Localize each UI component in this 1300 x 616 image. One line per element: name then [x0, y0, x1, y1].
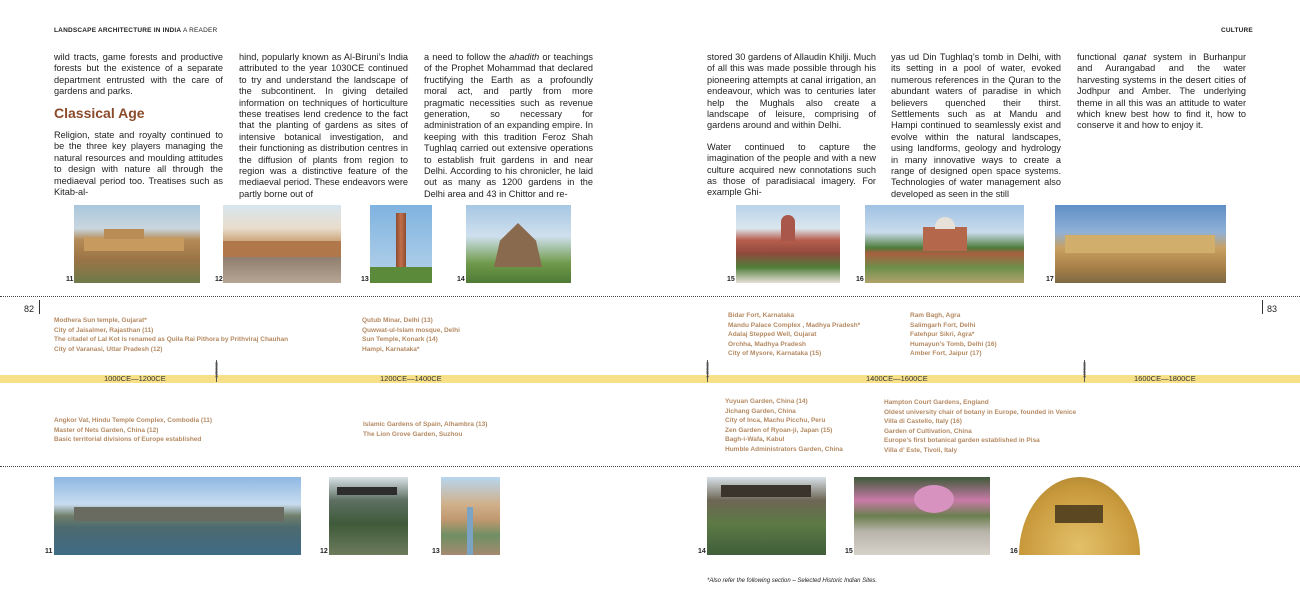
photo-amber-fort [1055, 205, 1226, 283]
period-label: 1000CE—1200CE [104, 374, 166, 383]
photo-mysore-palace [736, 205, 840, 283]
timeline-entry: Orchha, Madhya Pradesh [728, 340, 807, 348]
photo-number: 13 [361, 276, 369, 283]
photo-number: 13 [432, 548, 440, 555]
india-events-1000-1200 [54, 316, 288, 354]
photo-master-of-nets-garden [329, 477, 408, 555]
timeline-entry: Zen Garden of Ryoan-ji, Japan (15) [725, 426, 833, 434]
paragraph [424, 52, 593, 200]
timeline-entry: Villa di Castello, Italy (16) [884, 418, 962, 426]
footnote: *Also refer the following section – Selected Historic Indian Sites. [707, 578, 878, 584]
timeline-entry: Master of Nets Garden, China (12) [54, 426, 159, 434]
world-events-1000-1200 [54, 416, 212, 445]
timeline-entry: Angkor Vat, Hindu Temple Complex, Combodia (11) [54, 417, 213, 424]
paragraph: wild tracts, game forests and productive forests but the existence of a separate department entrusted with the care of gardens and parks. [54, 52, 223, 97]
photo-number: 16 [1010, 548, 1018, 555]
photo-number: 11 [45, 548, 53, 555]
timeline-entry: Humayun’s Tomb, Delhi (16) [910, 340, 997, 348]
photo-number: 11 [66, 276, 74, 283]
dotted-divider-top [0, 296, 1300, 297]
world-events-1600-1800 [884, 398, 1076, 456]
india-events-1400-1600 [728, 311, 860, 359]
timeline-entry: Bagh-i-Wafa, Kabul [725, 436, 785, 444]
photo-humayun-tomb [865, 205, 1024, 283]
text-column-2 [239, 52, 408, 200]
world-events-1400-1600 [725, 397, 843, 455]
photo-number: 16 [856, 276, 864, 283]
tick-label: 1400CE [705, 361, 710, 378]
timeline-entry: The citadel of Lal Kot is renamed as Quila Rai Pithora by Prithviraj Chauhan [54, 336, 289, 344]
timeline-entry: Hampton Court Gardens, England [884, 399, 989, 406]
timeline-entry: Yuyuan Garden, China (14) [725, 398, 808, 405]
timeline-entry: Sun Temple, Konark (14) [362, 336, 438, 344]
text-run: system in Burhanpur and Aurangabad and the water harvesting systems in the desert cities of Jodhpur and Amber. The underlying theme in all this was an attitude to water which knew best how to find it, how to conserve it and how to enjoy it. [1077, 52, 1247, 131]
text-run: functional [1077, 52, 1124, 62]
timeline-entry: Villa d’ Este, Tivoli, Italy [884, 446, 958, 454]
text-column-4 [707, 52, 876, 199]
photo-number: 15 [845, 548, 853, 555]
photo-number: 12 [215, 276, 223, 283]
period-label: 1200CE—1400CE [380, 374, 442, 383]
tick-label: 1600CE [1082, 361, 1087, 378]
photo-angkor-wat [54, 477, 301, 555]
timeline-entry: Garden of Cultivation, China [884, 427, 972, 435]
paragraph: Religion, state and royalty continued to be the three key players managing the natural resources and moulding attitudes to design with nature all through the mediaeval period too. Treatises such as Kitab-al- [54, 130, 223, 198]
timeline-entry: City of Mysore, Karnataka (15) [728, 350, 822, 358]
dotted-divider-bottom [0, 466, 1300, 467]
photo-varanasi [223, 205, 341, 283]
timeline-entry: Fatehpur Sikri, Agra* [910, 331, 975, 339]
world-events-1200-1400 [363, 420, 487, 439]
timeline-entry: Islamic Gardens of Spain, Alhambra (13) [363, 421, 488, 428]
paragraph: yas ud Din Tughlaq’s tomb in Delhi, with its setting in a pool of water, evoked numerous references in the Quran to the abundant waters of paradise in which believers quenched their thirst. Settlements such as at Mandu and Hampi continued to seamlessly exist and evolve within the natural landscapes, using landforms, geology and hydrology in many innovative ways to create a range of designed open space systems. Technologies of water management also developed as seen in the still [891, 52, 1061, 199]
text-run: or teachings of the Prophet Mohammad that declared fructifying the Earth as a profoundly moral act, and partly from more pragmatic necessities such as revenue generation, so necessary for administration of an expanding empire. In keeping with this tradition Feroz Shah Tughlaq carried out extensive operations to establish fruit gardens in and near Delhi. According to his chronicler, he laid out as many as 1200 gardens in the Delhi area and 43 in Chittor and re- [424, 52, 593, 199]
text-run: a need to follow the [424, 52, 510, 62]
text-column-3 [424, 52, 593, 200]
timeline-entry: Modhera Sun temple, Gujarat* [54, 317, 147, 324]
timeline-entry: City of Jaisalmer, Rajasthan (11) [54, 326, 154, 334]
photo-alhambra [441, 477, 500, 555]
text-column-6 [1077, 52, 1246, 132]
timeline-entry: Adalaj Stepped Well, Gujarat [728, 331, 817, 339]
photo-konark [466, 205, 571, 283]
page-number-right: 83 [1267, 304, 1278, 314]
book-subtitle: A READER [181, 27, 218, 34]
photo-yuyuan-garden [707, 477, 826, 555]
timeline-entry: Quwwat-ul-Islam mosque, Delhi [362, 326, 460, 334]
photo-number: 14 [698, 548, 706, 555]
text-column-5 [891, 52, 1061, 200]
tick-label: 1200CE [214, 361, 219, 378]
section-heading: Classical Age [54, 104, 145, 121]
timeline-entry: Bidar Fort, Karnataka [728, 312, 795, 319]
timeline-entry: Hampi, Karnataka* [362, 345, 420, 353]
paragraph: hind, popularly known as Al-Biruni’s India attributed to the year 1030CE continued to try and understand the landscape of the subcontinent. In giving detailed information on techniques of horticulture these treatises lend credence to the fact that the planting of gardens as sites of intensive botanical investigation, and their functioning as distribution centres in the diffusion of plants from region to region was a distinctive feature of the mediaeval period. These endeavors were partly borne out of [239, 52, 408, 199]
photo-ryoan-ji [854, 477, 990, 555]
paragraph [1077, 52, 1246, 132]
timeline-entry: Oldest university chair of botany in Europe, founded in Venice [884, 408, 1077, 416]
paragraph: stored 30 gardens of Allaudin Khilji. Much of all this was made possible through his pioneering attempts at canal irrigation, an endeavour, which was to centuries later help the Mughals also create a landscape of leisure, comprising of gardens around and within Delhi. [707, 52, 876, 131]
india-events-1600-1800 [910, 311, 997, 359]
paragraph: Water continued to capture the imagination of the people and with a new culture acquired new connotations such as those of paradisiacal imagery. For example Ghi- [707, 141, 876, 198]
photo-jaisalmer [74, 205, 200, 283]
timeline-entry: Mandu Palace Complex , Madhya Pradesh* [728, 321, 861, 329]
book-title: LANDSCAPE ARCHITECTURE IN INDIA [54, 27, 182, 34]
running-header-left [54, 27, 217, 34]
page-number-rule [39, 300, 40, 314]
period-label: 1600CE—1800CE [1134, 374, 1196, 383]
timeline-band [0, 375, 1300, 383]
timeline-entry: City of Inca, Machu Picchu, Peru [725, 417, 826, 425]
timeline-entry: Ram Bagh, Agra [910, 312, 961, 319]
timeline-entry: Basic territorial divisions of Europe established [54, 436, 202, 444]
timeline-entry: Europe’s first botanical garden established in Pisa [884, 437, 1040, 445]
timeline-entry: Humble Administrators Garden, China [725, 445, 843, 453]
timeline-entry: The Lion Grove Garden, Suzhou [363, 430, 463, 438]
photo-number: 14 [457, 276, 465, 283]
india-events-1200-1400 [362, 316, 460, 354]
timeline-entry: City of Varanasi, Uttar Pradesh (12) [54, 345, 163, 353]
timeline-entry: Amber Fort, Jaipur (17) [910, 350, 982, 358]
page-number-left: 82 [24, 304, 35, 314]
running-header-right: CULTURE [1221, 27, 1253, 34]
timeline-entry: Qutub Minar, Delhi (13) [362, 317, 433, 324]
text-column-1 [54, 52, 223, 198]
timeline-entry: Salimgarh Fort, Delhi [910, 321, 976, 329]
page-number-rule [1262, 300, 1263, 314]
italic-term: ahadith [509, 52, 540, 62]
photo-number: 15 [727, 276, 735, 283]
photo-number: 12 [320, 548, 328, 555]
photo-qutub-minar [370, 205, 432, 283]
italic-term: qanat [1123, 52, 1147, 62]
period-label: 1400CE—1600CE [866, 374, 928, 383]
photo-villa-di-castello [1019, 477, 1140, 555]
timeline-entry: Jichang Garden, China [725, 407, 796, 415]
photo-number: 17 [1046, 276, 1054, 283]
